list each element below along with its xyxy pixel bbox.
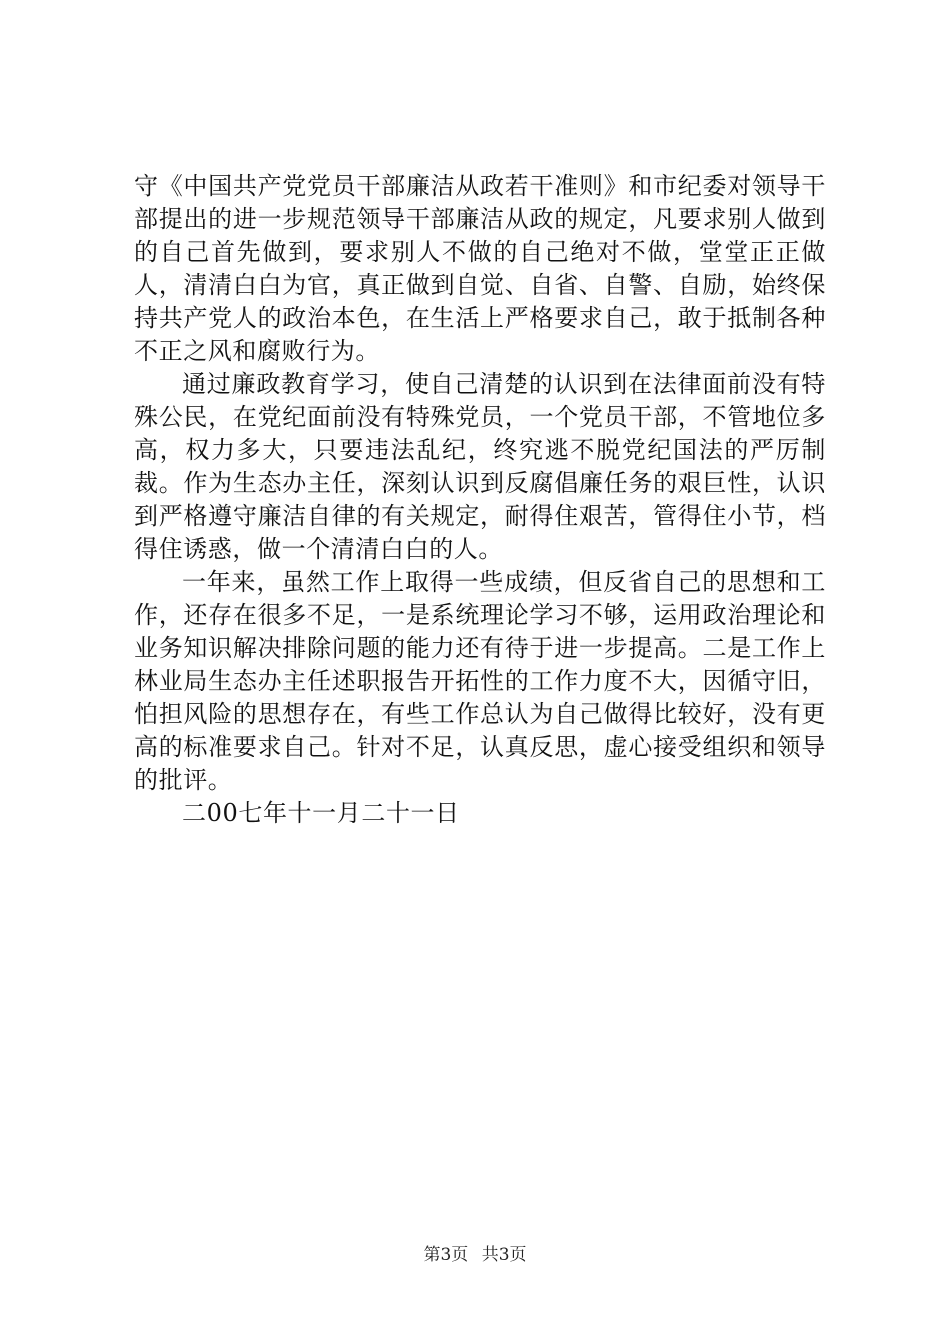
document-body	[134, 170, 826, 830]
paragraph-education: 通过廉政教育学习，使自己清楚的认识到在法律面前没有特殊公民，在党纪面前没有特殊党员，一个党员干部，不管地位多高，权力多大，只要违法乱纪，终究逃不脱党纪国法的严厉制裁。作为生态办主任，深刻认识到反腐倡廉任务的艰巨性，认识到严格遵守廉洁自律的有关规定，耐得住艰苦，管得住小节，档得住诱惑，做一个清清白白的人。	[134, 370, 826, 563]
page-number: 第3页	[423, 1245, 469, 1265]
paragraph-continuation: 守《中国共产党党员干部廉洁从政若干准则》和市纪委对领导干部提出的进一步规范领导干部廉洁从政的规定，凡要求别人做到的自己首先做到，要求别人不做的自己绝对不做，堂堂正正做人，清清白白为官，真正做到自觉、自省、自警、自励，始终保持共产党人的政治本色，在生活上严格要求自己，敢于抵制各种不正之风和腐败行为。	[134, 172, 826, 365]
paragraph-reflection: 一年来，虽然工作上取得一些成绩，但反省自己的思想和工作，还存在很多不足，一是系统理论学习不够，运用政治理论和业务知识解决排除问题的能力还有待于进一步提高。二是工作上林业局生态办主任述职报告开拓性的工作力度不大，因循守旧，怕担风险的思想存在，有些工作总认为自己做得比较好，没有更高的标准要求自己。针对不足，认真反思，虚心接受组织和领导的批评。	[134, 568, 826, 794]
page-footer	[0, 1244, 950, 1266]
document-date: 二00七年十一月二十一日	[182, 799, 460, 827]
page-total: 共3页	[481, 1245, 527, 1265]
